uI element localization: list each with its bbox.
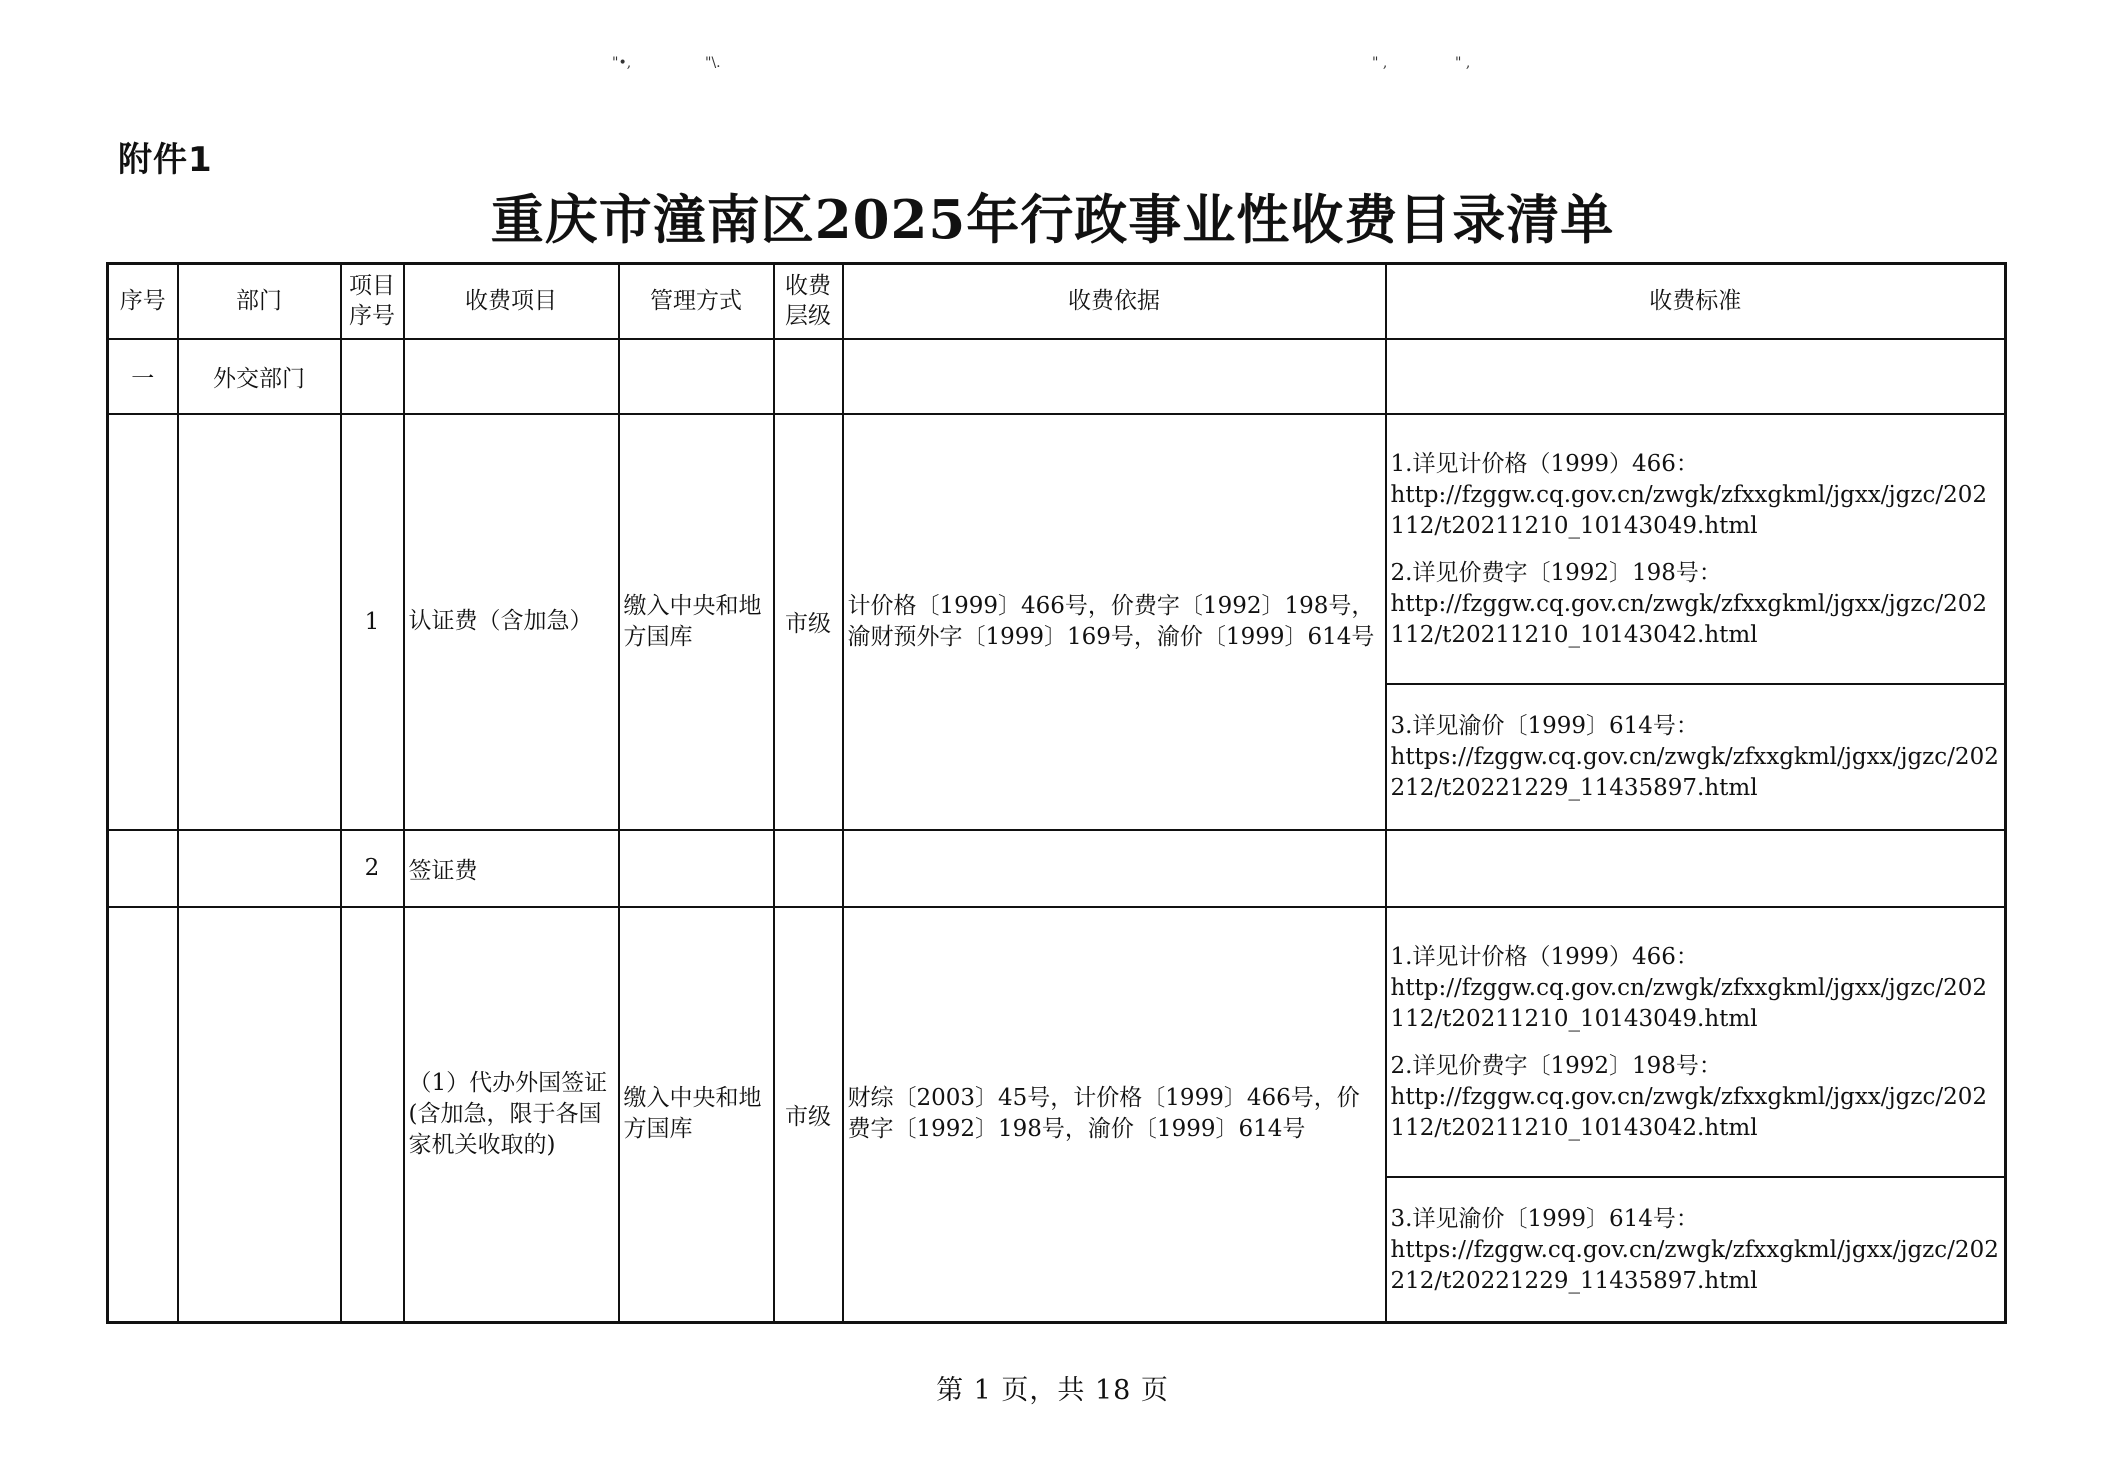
standard-item (1391, 1051, 2001, 1144)
standard-label: 3.详见渝价〔1999〕614号： (1390, 713, 1699, 739)
fee-standard (1386, 1177, 2006, 1323)
standard-label: 2.详见价费字〔1992〕198号： (1390, 1052, 1722, 1079)
standard-label: 1.详见计价格（1999）466： (1390, 450, 1699, 477)
item-seq: 1 (341, 414, 404, 830)
header-dept: 部门 (178, 264, 341, 339)
standard-link[interactable]: http://fzggw.cq.gov.cn/zwgk/zfxxgkml/jgxx/jgzc/202112/t20211210_10143049.html (1390, 974, 1988, 1032)
standard-label: 3.详见渝价〔1999〕614号： (1390, 1205, 1699, 1232)
standard-link[interactable]: http://fzggw.cq.gov.cn/zwgk/zfxxgkml/jgxx/jgzc/202112/t20211210_10143049.html (1390, 481, 1988, 539)
header-standard: 收费标准 (1386, 264, 2006, 339)
scan-mark: " , (1455, 55, 1471, 71)
scan-mark: "\. (705, 55, 721, 71)
section-row (108, 339, 2006, 414)
fee-item: 签证费 (404, 830, 619, 907)
attachment-label: 附件1 (118, 140, 213, 180)
management-method: 缴入中央和地方国库 (619, 907, 774, 1323)
fee-item: 认证费（含加急） (404, 414, 619, 830)
standard-link[interactable]: http://fzggw.cq.gov.cn/zwgk/zfxxgkml/jgxx/jgzc/202112/t20211210_10143042.html (1390, 1083, 1988, 1141)
section-dept: 外交部门 (178, 339, 341, 414)
standard-item (1391, 558, 2001, 651)
fee-item: （1）代办外国签证(含加急，限于各国家机关收取的) (404, 907, 619, 1323)
header-level: 收费层级 (774, 264, 843, 339)
fee-basis: 财综〔2003〕45号，计价格〔1999〕466号，价费字〔1992〕198号，渝价〔1999〕614号 (843, 907, 1386, 1323)
fee-catalog-table (106, 262, 2007, 1324)
standard-link[interactable]: https://fzggw.cq.gov.cn/zwgk/zfxxgkml/jgxx/jgzc/202212/t20221229_11435897.html (1390, 744, 1999, 801)
fee-level: 市级 (774, 414, 843, 830)
standard-item (1391, 711, 2001, 804)
header-seq: 序号 (108, 264, 178, 339)
table-row (108, 907, 2006, 1177)
item-seq: 2 (341, 830, 404, 907)
fee-basis: 计价格〔1999〕466号，价费字〔1992〕198号，渝财预外字〔1999〕169号，渝价〔1999〕614号 (843, 414, 1386, 830)
standard-item (1391, 1204, 2001, 1297)
section-seq: 一 (108, 339, 178, 414)
document-title: 重庆市潼南区2025年行政事业性收费目录清单 (490, 189, 1615, 251)
table-row (108, 830, 2006, 907)
management-method: 缴入中央和地方国库 (619, 414, 774, 830)
header-row (108, 264, 2006, 339)
scan-mark: "•, (612, 55, 632, 71)
scan-artifacts (0, 55, 2105, 75)
standard-label: 2.详见价费字〔1992〕198号： (1390, 559, 1722, 586)
header-basis: 收费依据 (843, 264, 1386, 339)
fee-standard (1386, 414, 2006, 684)
table-row (108, 414, 2006, 684)
scan-mark: " , (1372, 55, 1388, 71)
fee-level: 市级 (774, 907, 843, 1323)
standard-label: 1.详见计价格（1999）466： (1390, 943, 1699, 970)
standard-link[interactable]: https://fzggw.cq.gov.cn/zwgk/zfxxgkml/jgxx/jgzc/202212/t20221229_11435897.html (1390, 1236, 1999, 1294)
fee-standard (1386, 907, 2006, 1177)
fee-standard (1386, 684, 2006, 830)
standard-link[interactable]: http://fzggw.cq.gov.cn/zwgk/zfxxgkml/jgxx/jgzc/202112/t20211210_10143042.html (1390, 590, 1988, 648)
header-mgmt: 管理方式 (619, 264, 774, 339)
header-item: 收费项目 (404, 264, 619, 339)
standard-item (1391, 449, 2001, 542)
standard-item (1391, 942, 2001, 1035)
header-item-seq: 项目序号 (341, 264, 404, 339)
page-footer: 第 1 页，共 18 页 (936, 1375, 1169, 1406)
